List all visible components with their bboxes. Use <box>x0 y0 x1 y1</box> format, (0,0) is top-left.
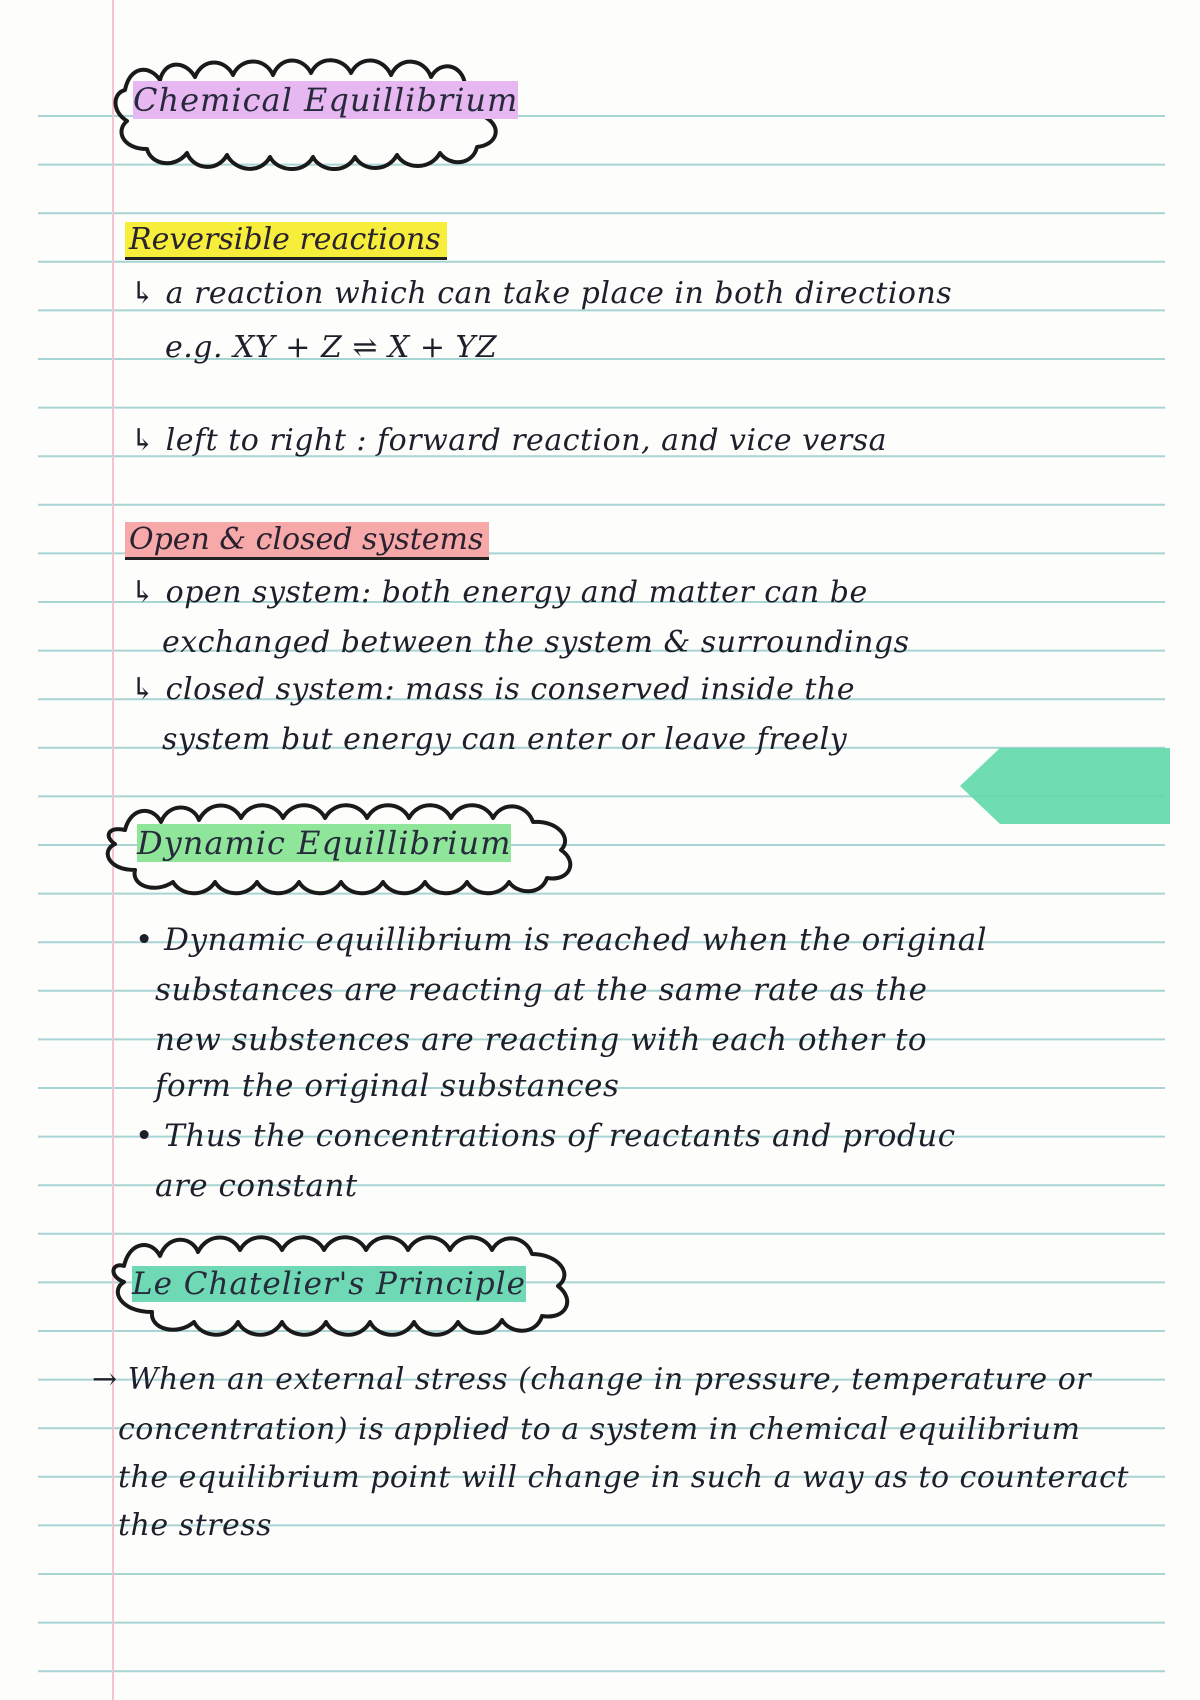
dynamic-bullet-2-line-2: are constant <box>155 1168 358 1204</box>
dynamic-bullet-1-line-4: form the original substances <box>155 1068 620 1104</box>
dynamic-bullet-1-line-1: • Dynamic equillibrium is reached when the original <box>135 922 988 958</box>
reversible-heading: Reversible reactions <box>125 222 447 260</box>
reversible-line-1: ↳ a reaction which can take place in both directions <box>130 276 953 311</box>
open-system-line-2: exchanged between the system & surroundings <box>162 625 910 660</box>
reversible-line-2: ↳ left to right : forward reaction, and vice versa <box>130 423 888 458</box>
closed-system-line-1: ↳ closed system: mass is conserved inside the <box>130 672 855 707</box>
chatelier-line-4: the stress <box>118 1508 273 1543</box>
open-system-line-1: ↳ open system: both energy and matter can be <box>130 575 868 610</box>
chatelier-line-2: concentration) is applied to a system in chemical equilibrium <box>118 1412 1081 1447</box>
chatelier-line-3: the equilibrium point will change in such a way as to counteract <box>118 1460 1129 1495</box>
title-cloud <box>105 45 519 175</box>
chatelier-heading: Le Chatelier's Principle <box>132 1266 526 1302</box>
page-title: Chemical Equillibrium <box>133 81 519 119</box>
reversible-example: e.g. XY + Z ⇌ X + YZ <box>165 330 498 365</box>
chatelier-line-1: → When an external stress (change in pressure, temperature or <box>92 1362 1092 1397</box>
systems-heading: Open & closed systems <box>125 522 489 560</box>
dynamic-heading: Dynamic Equillibrium <box>137 824 512 862</box>
dynamic-bullet-1-line-2: substances are reacting at the same rate as the <box>155 972 928 1008</box>
closed-system-line-2: system but energy can enter or leave freely <box>162 722 848 757</box>
dynamic-bullet-1-line-3: new substences are reacting with each other to <box>155 1022 928 1058</box>
chatelier-cloud <box>98 1218 588 1346</box>
dynamic-cloud <box>95 790 590 900</box>
dynamic-bullet-2-line-1: • Thus the concentrations of reactants and produc <box>135 1118 956 1154</box>
green-tab-marker <box>960 748 1170 824</box>
